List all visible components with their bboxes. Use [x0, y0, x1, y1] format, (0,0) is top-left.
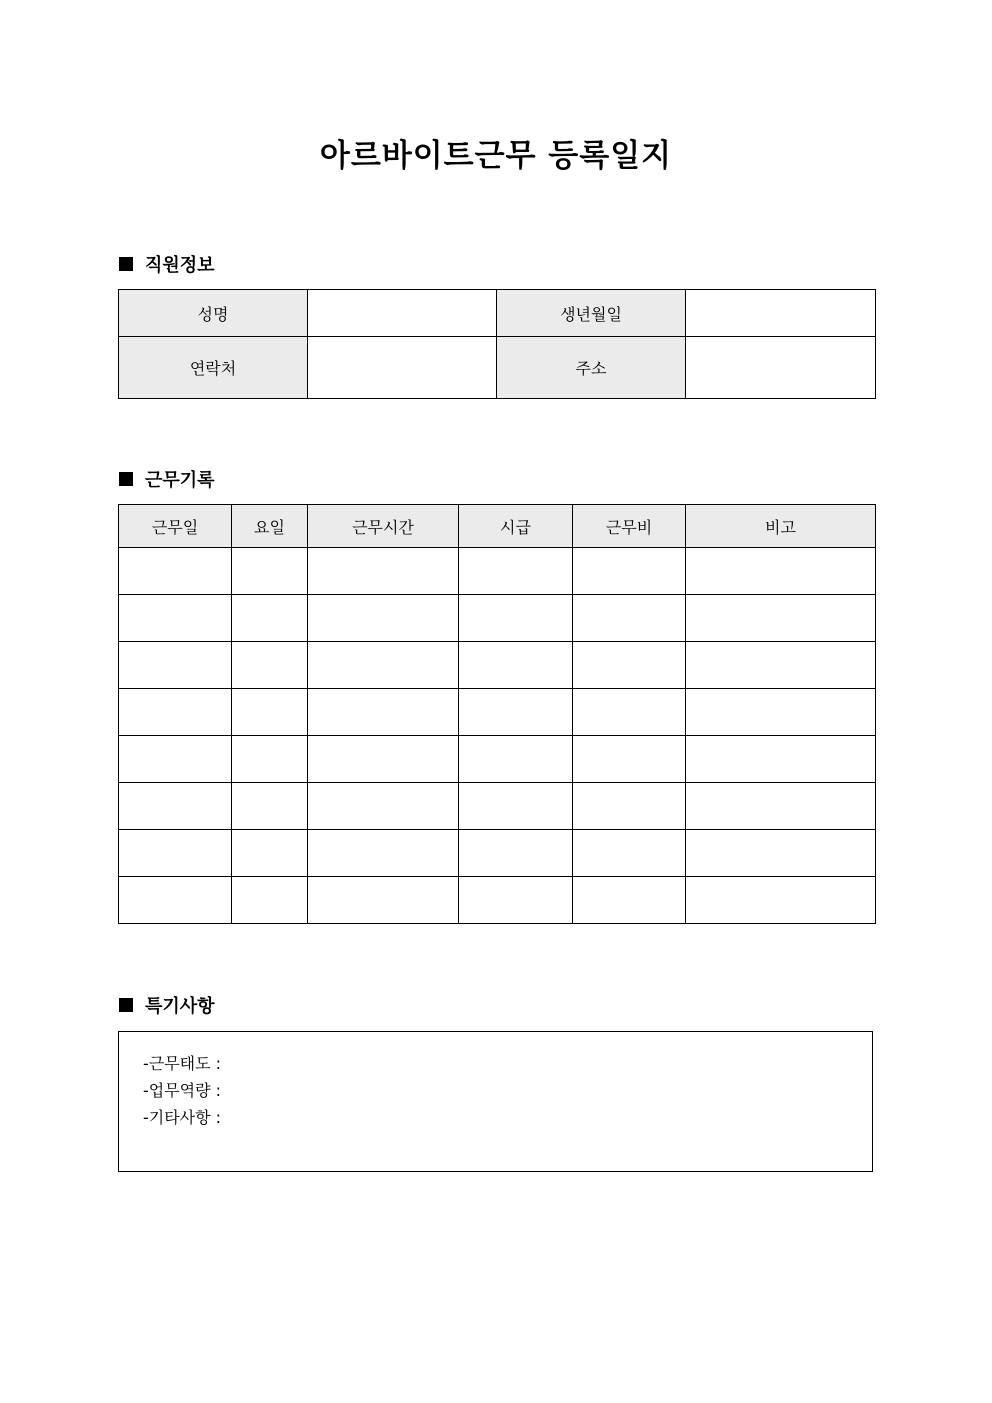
table-row [119, 877, 876, 924]
address-label: 주소 [497, 337, 686, 399]
address-field[interactable] [686, 337, 876, 399]
work-date-cell[interactable] [119, 548, 232, 595]
hourly-wage-cell[interactable] [459, 548, 573, 595]
employee-info-row [119, 337, 876, 399]
work-hours-cell[interactable] [308, 736, 459, 783]
work-date-cell[interactable] [119, 877, 232, 924]
work-record-header-row [119, 505, 876, 548]
pay-cell[interactable] [573, 548, 686, 595]
hourly-wage-cell[interactable] [459, 736, 573, 783]
weekday-cell[interactable] [232, 595, 308, 642]
column-header-weekday: 요일 [232, 505, 308, 548]
name-field[interactable] [308, 290, 497, 337]
column-header-remarks: 비고 [686, 505, 876, 548]
special-notes-heading-label: 특기사항 [145, 996, 215, 1017]
table-row [119, 783, 876, 830]
competence-note-line: -업무역량 : [143, 1081, 222, 1100]
pay-cell[interactable] [573, 595, 686, 642]
weekday-cell[interactable] [232, 736, 308, 783]
square-bullet-icon [119, 257, 133, 271]
remarks-cell[interactable] [686, 548, 876, 595]
remarks-cell[interactable] [686, 830, 876, 877]
work-hours-cell[interactable] [308, 548, 459, 595]
square-bullet-icon [119, 998, 133, 1012]
work-hours-cell[interactable] [308, 877, 459, 924]
weekday-cell[interactable] [232, 783, 308, 830]
work-hours-cell[interactable] [308, 830, 459, 877]
remarks-cell[interactable] [686, 736, 876, 783]
special-notes-heading [119, 993, 215, 1017]
work-record-heading [119, 467, 215, 491]
pay-cell[interactable] [573, 783, 686, 830]
work-record-heading-label: 근무기록 [145, 470, 215, 491]
weekday-cell[interactable] [232, 548, 308, 595]
pay-cell[interactable] [573, 736, 686, 783]
remarks-cell[interactable] [686, 783, 876, 830]
table-row [119, 548, 876, 595]
column-header-work-date: 근무일 [119, 505, 232, 548]
remarks-cell[interactable] [686, 877, 876, 924]
hourly-wage-cell[interactable] [459, 783, 573, 830]
column-header-hourly-wage: 시급 [459, 505, 573, 548]
other-note-line: -기타사항 : [143, 1108, 222, 1127]
pay-cell[interactable] [573, 642, 686, 689]
remarks-cell[interactable] [686, 642, 876, 689]
work-date-cell[interactable] [119, 830, 232, 877]
remarks-cell[interactable] [686, 689, 876, 736]
table-row [119, 736, 876, 783]
employee-info-heading-label: 직원정보 [145, 255, 215, 276]
hourly-wage-cell[interactable] [459, 877, 573, 924]
table-row [119, 830, 876, 877]
weekday-cell[interactable] [232, 642, 308, 689]
weekday-cell[interactable] [232, 830, 308, 877]
birthdate-label: 생년월일 [497, 290, 686, 337]
table-row [119, 689, 876, 736]
employee-info-row [119, 290, 876, 337]
pay-cell[interactable] [573, 689, 686, 736]
birthdate-field[interactable] [686, 290, 876, 337]
name-label: 성명 [119, 290, 308, 337]
work-date-cell[interactable] [119, 783, 232, 830]
attitude-note-line: -근무태도 : [143, 1054, 222, 1073]
work-date-cell[interactable] [119, 595, 232, 642]
weekday-cell[interactable] [232, 689, 308, 736]
column-header-work-hours: 근무시간 [308, 505, 459, 548]
square-bullet-icon [119, 472, 133, 486]
employee-info-table [118, 289, 876, 399]
column-header-pay: 근무비 [573, 505, 686, 548]
contact-field[interactable] [308, 337, 497, 399]
contact-label: 연락처 [119, 337, 308, 399]
page-title: 아르바이트근무 등록일지 [319, 138, 673, 174]
hourly-wage-cell[interactable] [459, 595, 573, 642]
work-hours-cell[interactable] [308, 595, 459, 642]
work-date-cell[interactable] [119, 736, 232, 783]
pay-cell[interactable] [573, 877, 686, 924]
work-date-cell[interactable] [119, 689, 232, 736]
work-record-table [118, 504, 876, 924]
work-hours-cell[interactable] [308, 783, 459, 830]
work-date-cell[interactable] [119, 642, 232, 689]
remarks-cell[interactable] [686, 595, 876, 642]
employee-info-heading [119, 252, 215, 276]
table-row [119, 642, 876, 689]
weekday-cell[interactable] [232, 877, 308, 924]
work-hours-cell[interactable] [308, 642, 459, 689]
hourly-wage-cell[interactable] [459, 642, 573, 689]
pay-cell[interactable] [573, 830, 686, 877]
hourly-wage-cell[interactable] [459, 689, 573, 736]
table-row [119, 595, 876, 642]
work-hours-cell[interactable] [308, 689, 459, 736]
hourly-wage-cell[interactable] [459, 830, 573, 877]
special-notes-box[interactable] [118, 1031, 873, 1172]
